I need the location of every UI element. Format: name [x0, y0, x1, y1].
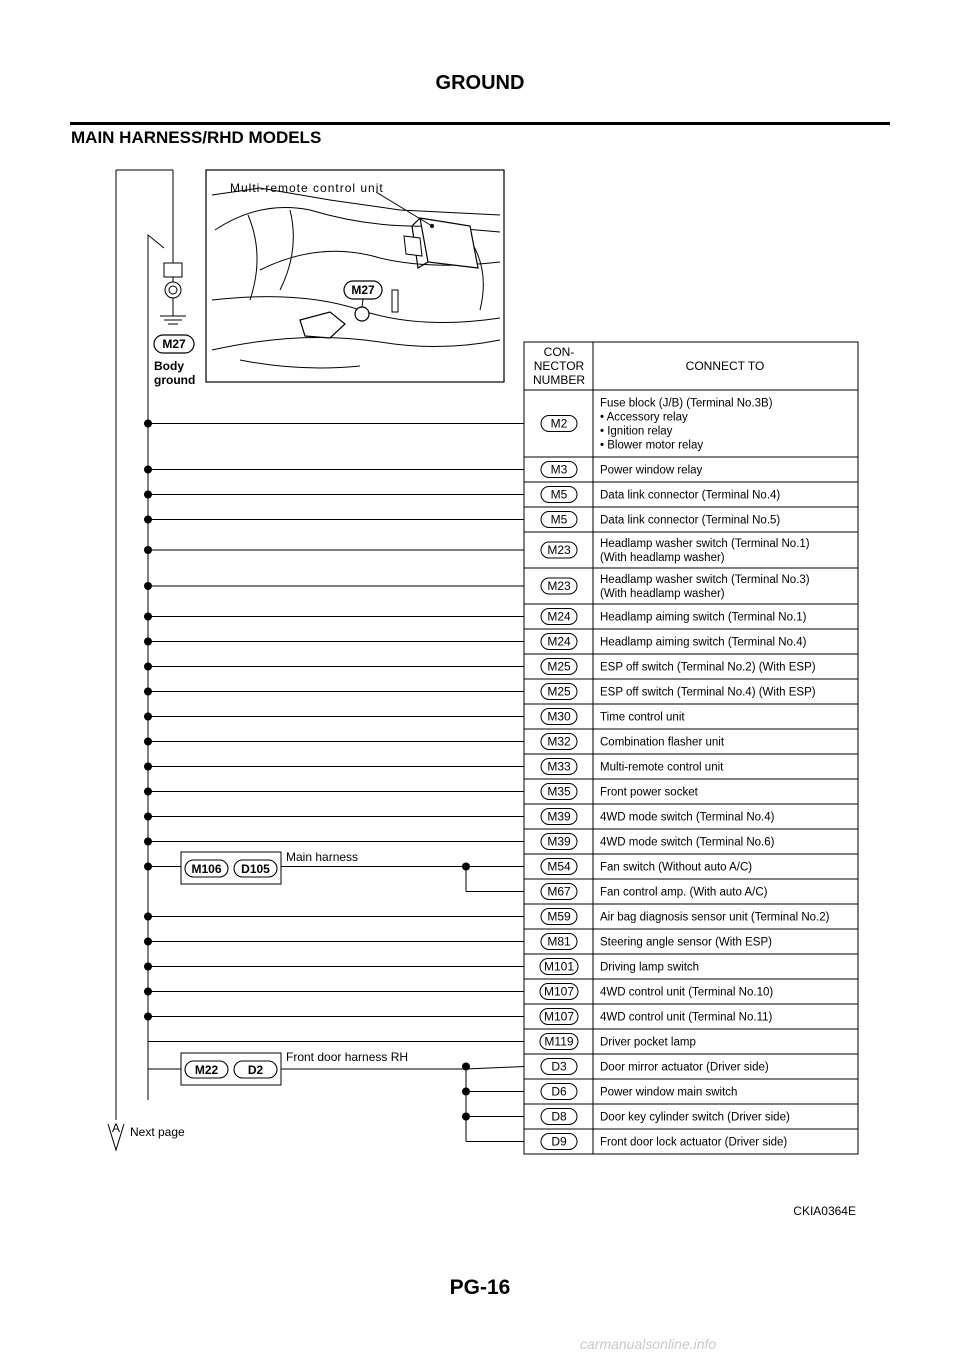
photo-connector-label: M27 [351, 283, 375, 297]
table-row [524, 1054, 858, 1079]
connect-to-text: Fuse block (J/B) (Terminal No.3B) [600, 397, 773, 410]
connect-to-text: Data link connector (Terminal No.4) [600, 489, 781, 502]
connect-to-text: 4WD mode switch (Terminal No.6) [600, 836, 775, 849]
table-row [524, 1079, 858, 1104]
connect-to-text: • Blower motor relay [600, 439, 704, 452]
table-row [524, 804, 858, 829]
connect-to-text: (With headlamp washer) [600, 588, 725, 600]
wire-junction-dot [144, 1013, 152, 1021]
connector-number: M25 [547, 684, 571, 699]
connector-number: M33 [547, 759, 571, 774]
wires [144, 420, 524, 1142]
connector-number: M39 [547, 809, 571, 824]
connect-to-text: Front door lock actuator (Driver side) [600, 1136, 788, 1149]
header-connect-to: CONNECT TO [685, 359, 765, 373]
table-row [524, 704, 858, 729]
ground-terminal [164, 263, 182, 277]
connector-number: M67 [547, 884, 571, 899]
connector-number: D8 [551, 1109, 567, 1124]
connector-number: M101 [543, 959, 575, 974]
header-connector-1: CON- [543, 345, 575, 359]
connect-to-text: Headlamp washer switch (Terminal No.3) [600, 574, 810, 586]
figure-id: CKIA0364E [793, 1204, 856, 1218]
connect-to-text: Headlamp aiming switch (Terminal No.4) [600, 636, 807, 649]
connector-rows [524, 390, 858, 1154]
connector-number: M54 [547, 859, 571, 874]
table-row [524, 604, 858, 629]
table-row [524, 954, 858, 979]
connect-to-text: Driver pocket lamp [600, 1036, 696, 1049]
table-row [524, 507, 858, 532]
connector-number: M3 [550, 462, 568, 477]
connector-number: M32 [547, 734, 571, 749]
connect-to-text: Driving lamp switch [600, 961, 700, 974]
table-row [524, 629, 858, 654]
connector-number: M39 [547, 834, 571, 849]
wire-junction-dot [144, 688, 152, 696]
table-row [524, 729, 858, 754]
connect-to-text: Data link connector (Terminal No.5) [600, 514, 781, 527]
wire-junction-dot [144, 963, 152, 971]
wire-junction-dot [144, 613, 152, 621]
connector-number: M5 [550, 487, 568, 502]
header-connector-2: NECTOR [533, 359, 585, 373]
wire-junction-dot [144, 763, 152, 771]
table-row [524, 779, 858, 804]
ground-trunk [108, 170, 195, 1150]
wire-junction-dot [144, 788, 152, 796]
connect-to-text: Headlamp washer switch (Terminal No.1) [600, 538, 810, 550]
connect-to-text: Steering angle sensor (With ESP) [600, 936, 772, 949]
wire [466, 1067, 524, 1070]
table-row [524, 929, 858, 954]
wire-junction-dot [144, 638, 152, 646]
table-row [524, 979, 858, 1004]
connect-to-text: Multi-remote control unit [600, 761, 724, 774]
connector-number: M119 [544, 1034, 574, 1049]
connect-to-text: Headlamp aiming switch (Terminal No.1) [600, 611, 807, 624]
connect-to-text: Power window main switch [600, 1086, 738, 1099]
page-title: GROUND [435, 72, 525, 94]
table-row [524, 879, 858, 904]
header-connector-3: NUMBER [532, 373, 586, 387]
table-row [524, 679, 858, 704]
connector-number: M23 [547, 579, 571, 593]
table-row [524, 829, 858, 854]
connector-number: D9 [551, 1134, 567, 1149]
wire-junction-dot [144, 813, 152, 821]
connect-to-text: 4WD control unit (Terminal No.10) [600, 986, 774, 999]
wire-junction-dot [144, 546, 152, 554]
table-row [524, 854, 858, 879]
table-row [524, 754, 858, 779]
connector-number: M30 [547, 709, 571, 724]
photo-frame [206, 170, 504, 382]
wire-junction-dot [144, 663, 152, 671]
connector-number: M23 [547, 543, 571, 557]
table-row [524, 457, 858, 482]
harness-door-connector-2: D2 [247, 1063, 264, 1077]
next-page-label: Next page [130, 1125, 185, 1139]
watermark: carmanualsonline.info [580, 1336, 717, 1352]
table-row [524, 654, 858, 679]
connector-number: M24 [547, 634, 571, 649]
table-row [524, 390, 858, 457]
connect-to-text: Door mirror actuator (Driver side) [600, 1061, 769, 1074]
page-number: PG-16 [449, 1276, 511, 1299]
connect-to-text: (With headlamp washer) [600, 552, 725, 564]
connector-number: M107 [543, 984, 575, 999]
connector-number: M59 [547, 909, 571, 924]
table-row [524, 1004, 858, 1029]
connector-number: M81 [547, 934, 571, 949]
connect-to-text: Fan control amp. (With auto A/C) [600, 886, 768, 899]
connect-to-text: Time control unit [600, 711, 685, 724]
connect-to-text: Front power socket [600, 786, 698, 799]
photo-illustration [206, 170, 504, 382]
connect-to-text: • Accessory relay [600, 411, 688, 424]
connect-to-text: 4WD mode switch (Terminal No.4) [600, 811, 775, 824]
connector-number: M35 [547, 784, 571, 799]
connector-number: M107 [543, 1009, 575, 1024]
connect-to-text: ESP off switch (Terminal No.2) (With ESP) [600, 661, 816, 674]
table-row [524, 568, 858, 604]
wire-junction-dot [144, 988, 152, 996]
harness-door-connector-1: M22 [194, 1063, 219, 1077]
harness-main-label: Main harness [286, 850, 359, 864]
harness-main-connector-1: M106 [191, 862, 222, 876]
table-row [524, 1104, 858, 1129]
connect-to-text: • Ignition relay [600, 425, 673, 438]
table-row [524, 1129, 858, 1154]
ground-connector-label: M27 [162, 337, 186, 351]
wire-junction-dot [144, 713, 152, 721]
connector-number: M24 [547, 609, 571, 624]
table-row [524, 1029, 858, 1054]
connector-number: D3 [551, 1059, 567, 1074]
table-row [524, 482, 858, 507]
connect-to-text: ESP off switch (Terminal No.4) (With ESP) [600, 686, 816, 699]
section-title: MAIN HARNESS/RHD MODELS [71, 128, 322, 147]
wire-junction-dot [144, 938, 152, 946]
harness-door-label: Front door harness RH [286, 1050, 409, 1064]
ground-label-ground: ground [154, 373, 196, 387]
wire-junction-dot [144, 913, 152, 921]
wire-junction-dot [144, 420, 152, 428]
connect-to-text: 4WD control unit (Terminal No.11) [600, 1011, 773, 1024]
connect-to-text: Combination flasher unit [600, 736, 725, 749]
wire-junction-dot [144, 491, 152, 499]
wire-junction-dot [144, 466, 152, 474]
next-page-marker: A [112, 1121, 121, 1135]
connector-number: M5 [550, 512, 568, 527]
connect-to-text: Fan switch (Without auto A/C) [600, 861, 753, 874]
table-header [524, 342, 858, 390]
connect-to-text: Power window relay [600, 464, 703, 477]
table-row [524, 532, 858, 568]
table-row [524, 904, 858, 929]
wire-junction-dot [144, 582, 152, 590]
connector-number: D6 [551, 1084, 567, 1099]
connect-to-text: Air bag diagnosis sensor unit (Terminal No.2) [600, 911, 830, 924]
connect-to-text: Door key cylinder switch (Driver side) [600, 1111, 790, 1124]
wire-junction-dot [144, 516, 152, 524]
photo-label: Multi-remote control unit [230, 181, 384, 195]
wire-junction-dot [144, 738, 152, 746]
harness-door [181, 1050, 408, 1085]
connector-number: M25 [547, 659, 571, 674]
connector-number: M2 [550, 416, 568, 431]
ground-label-body: Body [154, 359, 184, 373]
wire-junction-dot [144, 838, 152, 846]
harness-main-connector-2: D105 [241, 862, 270, 876]
